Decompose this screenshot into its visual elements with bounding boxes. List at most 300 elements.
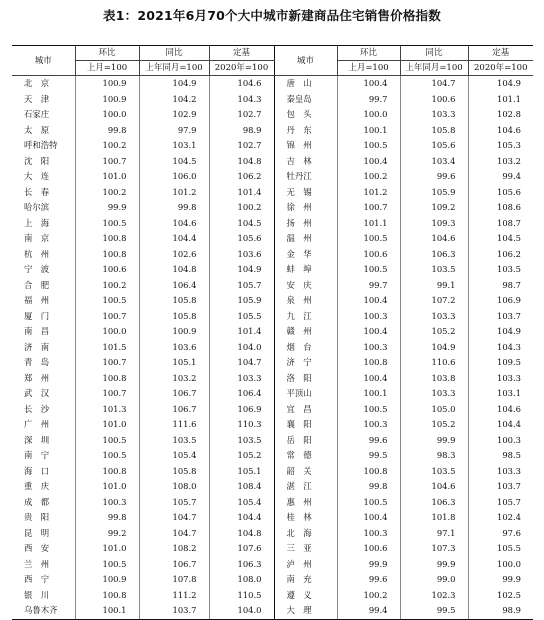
mom-left-cell: 100.9	[75, 76, 139, 92]
yoy-left-cell: 105.8	[139, 464, 209, 480]
yoy-right-cell: 103.8	[400, 371, 468, 387]
city-right-cell: 无 锡	[274, 185, 337, 201]
city-right-cell: 南 充	[274, 572, 337, 588]
mom-left-cell: 100.9	[75, 92, 139, 108]
mom-subheader-right: 上月=100	[337, 61, 400, 76]
base-left-cell: 105.5	[209, 309, 274, 325]
yoy-right-cell: 109.3	[400, 216, 468, 232]
yoy-left-cell: 106.7	[139, 386, 209, 402]
mom-right-cell: 100.2	[337, 588, 400, 604]
base-right-cell: 103.7	[468, 309, 533, 325]
mom-left-cell: 100.5	[75, 557, 139, 573]
city-left-cell: 深 圳	[24, 434, 50, 445]
mom-right-cell: 100.3	[337, 417, 400, 433]
city-left-cell: 成 都	[24, 496, 50, 507]
mom-right-cell: 99.8	[337, 479, 400, 495]
mom-left-cell: 100.5	[75, 216, 139, 232]
yoy-right-cell: 106.3	[400, 247, 468, 263]
city-left-cell: 天 津	[24, 93, 50, 104]
yoy-left-cell: 101.2	[139, 185, 209, 201]
mom-left-cell: 100.0	[75, 107, 139, 123]
mom-left-cell: 100.5	[75, 293, 139, 309]
yoy-right-cell: 99.1	[400, 278, 468, 294]
yoy-right-cell: 99.9	[400, 433, 468, 449]
mom-left-cell: 100.8	[75, 231, 139, 247]
base-left-cell: 104.8	[209, 154, 274, 170]
city-right-cell: 吉 林	[274, 154, 337, 170]
city-right-cell: 湛 江	[274, 479, 337, 495]
city-right-cell: 平顶山	[274, 386, 337, 402]
mom-left-cell: 100.0	[75, 324, 139, 340]
city-left-cell: 青 岛	[24, 357, 50, 367]
base-left-cell: 101.4	[209, 185, 274, 201]
base-left-cell: 103.6	[209, 247, 274, 263]
city-left-cell: 银 川	[24, 589, 50, 600]
yoy-right-cell: 101.8	[400, 510, 468, 526]
city-left-cell: 大 连	[24, 171, 50, 181]
mom-right-cell: 100.0	[337, 107, 400, 123]
city-header-right: 城市	[274, 46, 337, 76]
base-left-cell: 104.7	[209, 355, 274, 371]
mom-left-cell: 100.8	[75, 588, 139, 604]
base-left-cell: 110.3	[209, 417, 274, 433]
city-left-cell: 长 春	[24, 186, 50, 197]
mom-right-cell: 100.8	[337, 355, 400, 371]
city-right-cell: 金 华	[274, 247, 337, 263]
table-row	[12, 262, 533, 278]
yoy-left-cell: 111.6	[139, 417, 209, 433]
city-right-cell: 洛 阳	[274, 371, 337, 387]
yoy-right-cell: 104.6	[400, 479, 468, 495]
city-right-cell: 常 德	[274, 448, 337, 464]
base-right-cell: 100.0	[468, 557, 533, 573]
mom-right-cell: 99.7	[337, 278, 400, 294]
yoy-left-cell: 103.1	[139, 138, 209, 154]
city-left-cell: 济 南	[24, 341, 50, 352]
mom-right-cell: 100.4	[337, 324, 400, 340]
city-left-cell: 厦 门	[24, 310, 50, 321]
base-left-cell: 102.7	[209, 107, 274, 123]
city-left-cell: 哈尔滨	[24, 202, 50, 212]
base-right-cell: 106.2	[468, 247, 533, 263]
table-row	[12, 76, 533, 92]
base-left-cell: 105.7	[209, 278, 274, 294]
yoy-subheader-right: 上年同月=100	[400, 61, 468, 76]
base-left-cell: 104.3	[209, 92, 274, 108]
yoy-left-cell: 104.4	[139, 231, 209, 247]
yoy-left-cell: 104.7	[139, 510, 209, 526]
table-row	[12, 340, 533, 356]
city-right-cell: 岳 阳	[274, 433, 337, 449]
city-left-cell: 海 口	[24, 465, 50, 476]
base-right-cell: 105.3	[468, 138, 533, 154]
base-left-cell: 105.2	[209, 448, 274, 464]
yoy-left-cell: 105.4	[139, 448, 209, 464]
base-left-cell: 105.9	[209, 293, 274, 309]
mom-left-cell: 100.2	[75, 138, 139, 154]
city-left-cell: 西 安	[24, 543, 50, 553]
yoy-right-cell: 99.0	[400, 572, 468, 588]
city-right-cell: 安 庆	[274, 278, 337, 294]
base-right-cell: 104.5	[468, 231, 533, 247]
table-row	[12, 603, 533, 619]
city-right-cell: 蚌 埠	[274, 262, 337, 278]
base-right-cell: 104.9	[468, 324, 533, 340]
city-left-cell: 宁 波	[24, 264, 50, 274]
city-right-cell: 宜 昌	[274, 402, 337, 418]
mom-header-right: 环比	[337, 46, 400, 61]
table-row	[12, 572, 533, 588]
city-right-cell: 锦 州	[274, 138, 337, 154]
mom-left-cell: 100.8	[75, 371, 139, 387]
city-right-cell: 温 州	[274, 231, 337, 247]
table-row	[12, 309, 533, 325]
base-right-cell: 102.4	[468, 510, 533, 526]
city-right-cell: 北 海	[274, 526, 337, 542]
base-header-left: 定基	[209, 46, 274, 61]
table-body	[12, 76, 533, 620]
city-right-cell: 烟 台	[274, 340, 337, 356]
base-right-cell: 99.9	[468, 572, 533, 588]
mom-right-cell: 100.1	[337, 123, 400, 139]
mom-right-cell: 100.4	[337, 510, 400, 526]
mom-right-cell: 100.4	[337, 76, 400, 92]
mom-header-left: 环比	[75, 46, 139, 61]
base-right-cell: 97.6	[468, 526, 533, 542]
mom-right-cell: 100.7	[337, 200, 400, 216]
yoy-left-cell: 97.9	[139, 123, 209, 139]
base-right-cell: 105.7	[468, 495, 533, 511]
yoy-left-cell: 99.8	[139, 200, 209, 216]
table-row	[12, 433, 533, 449]
yoy-right-cell: 103.5	[400, 262, 468, 278]
table-row	[12, 123, 533, 139]
table-row	[12, 278, 533, 294]
table-row	[12, 541, 533, 557]
yoy-right-cell: 103.3	[400, 107, 468, 123]
city-left-cell: 石家庄	[24, 109, 50, 119]
city-left-cell: 福 州	[24, 295, 50, 305]
city-right-cell: 扬 州	[274, 216, 337, 232]
city-left-cell: 兰 州	[24, 558, 50, 569]
base-right-cell: 105.6	[468, 185, 533, 201]
yoy-left-cell: 105.7	[139, 495, 209, 511]
table-row	[12, 355, 533, 371]
mom-left-cell: 100.7	[75, 154, 139, 170]
yoy-left-cell: 106.4	[139, 278, 209, 294]
mom-left-cell: 99.2	[75, 526, 139, 542]
mom-right-cell: 99.4	[337, 603, 400, 619]
yoy-left-cell: 106.7	[139, 557, 209, 573]
city-left-cell: 南 昌	[24, 326, 50, 336]
mom-left-cell: 100.8	[75, 247, 139, 263]
base-right-cell: 102.8	[468, 107, 533, 123]
mom-left-cell: 100.6	[75, 262, 139, 278]
table-row	[12, 371, 533, 387]
price-index-table	[12, 45, 533, 620]
city-left-cell: 昆 明	[24, 527, 50, 538]
yoy-left-cell: 104.9	[139, 76, 209, 92]
mom-left-cell: 100.7	[75, 355, 139, 371]
yoy-left-cell: 107.8	[139, 572, 209, 588]
base-left-cell: 105.1	[209, 464, 274, 480]
mom-right-cell: 100.5	[337, 138, 400, 154]
mom-left-cell: 101.0	[75, 169, 139, 185]
base-left-cell: 104.5	[209, 216, 274, 232]
mom-right-cell: 99.6	[337, 572, 400, 588]
base-subheader-right: 2020年=100	[468, 61, 533, 76]
base-left-cell: 105.6	[209, 231, 274, 247]
table-row	[12, 526, 533, 542]
yoy-left-cell: 104.8	[139, 262, 209, 278]
city-right-cell: 桂 林	[274, 510, 337, 526]
base-left-cell: 104.0	[209, 340, 274, 356]
city-right-cell: 惠 州	[274, 495, 337, 511]
base-left-cell: 106.4	[209, 386, 274, 402]
base-right-cell: 98.9	[468, 603, 533, 619]
mom-left-cell: 100.2	[75, 185, 139, 201]
city-left-cell: 重 庆	[24, 481, 50, 491]
yoy-right-cell: 103.3	[400, 386, 468, 402]
yoy-header-right: 同比	[400, 46, 468, 61]
table-row	[12, 324, 533, 340]
mom-left-cell: 100.5	[75, 433, 139, 449]
yoy-right-cell: 105.6	[400, 138, 468, 154]
base-right-cell: 104.6	[468, 123, 533, 139]
yoy-left-cell: 104.2	[139, 92, 209, 108]
mom-right-cell: 100.4	[337, 293, 400, 309]
mom-left-cell: 99.8	[75, 510, 139, 526]
mom-right-cell: 100.1	[337, 386, 400, 402]
base-right-cell: 104.9	[468, 76, 533, 92]
yoy-left-cell: 108.0	[139, 479, 209, 495]
mom-right-cell: 100.5	[337, 495, 400, 511]
mom-left-cell: 101.5	[75, 340, 139, 356]
city-right-cell: 大 理	[274, 603, 337, 619]
mom-right-cell: 100.5	[337, 262, 400, 278]
base-right-cell: 105.5	[468, 541, 533, 557]
city-right-cell: 三 亚	[274, 541, 337, 557]
mom-left-cell: 100.9	[75, 572, 139, 588]
city-left-cell: 杭 州	[24, 248, 50, 259]
table-row	[12, 247, 533, 263]
base-left-cell: 106.3	[209, 557, 274, 573]
table-row	[12, 510, 533, 526]
mom-right-cell: 100.5	[337, 402, 400, 418]
yoy-right-cell: 104.7	[400, 76, 468, 92]
base-left-cell: 100.2	[209, 200, 274, 216]
city-right-cell: 韶 关	[274, 464, 337, 480]
yoy-right-cell: 110.6	[400, 355, 468, 371]
city-right-cell: 九 江	[274, 309, 337, 325]
yoy-left-cell: 108.2	[139, 541, 209, 557]
table-header	[12, 46, 533, 76]
base-left-cell: 107.6	[209, 541, 274, 557]
yoy-left-cell: 104.6	[139, 216, 209, 232]
city-right-cell: 遵 义	[274, 588, 337, 604]
mom-right-cell: 99.6	[337, 433, 400, 449]
mom-left-cell: 100.3	[75, 495, 139, 511]
yoy-left-cell: 105.8	[139, 293, 209, 309]
city-right-cell: 泸 州	[274, 557, 337, 573]
yoy-left-cell: 105.1	[139, 355, 209, 371]
base-right-cell: 103.7	[468, 479, 533, 495]
yoy-right-cell: 98.3	[400, 448, 468, 464]
mom-left-cell: 100.2	[75, 278, 139, 294]
base-right-cell: 103.1	[468, 386, 533, 402]
base-left-cell: 108.4	[209, 479, 274, 495]
base-right-cell: 108.6	[468, 200, 533, 216]
base-right-cell: 98.7	[468, 278, 533, 294]
yoy-right-cell: 99.5	[400, 603, 468, 619]
table-row	[12, 448, 533, 464]
city-left-cell: 合 肥	[24, 279, 50, 290]
mom-right-cell: 100.4	[337, 154, 400, 170]
mom-left-cell: 100.7	[75, 309, 139, 325]
mom-right-cell: 100.6	[337, 247, 400, 263]
base-left-cell: 104.4	[209, 510, 274, 526]
yoy-right-cell: 107.3	[400, 541, 468, 557]
city-left-cell: 沈 阳	[24, 155, 50, 166]
yoy-left-cell: 102.9	[139, 107, 209, 123]
yoy-right-cell: 105.2	[400, 417, 468, 433]
table-row	[12, 92, 533, 108]
city-left-cell: 南 京	[24, 233, 50, 243]
mom-left-cell: 100.5	[75, 448, 139, 464]
yoy-left-cell: 103.2	[139, 371, 209, 387]
table-row	[12, 557, 533, 573]
mom-left-cell: 101.0	[75, 541, 139, 557]
yoy-left-cell: 111.2	[139, 588, 209, 604]
mom-left-cell: 101.0	[75, 417, 139, 433]
base-left-cell: 110.5	[209, 588, 274, 604]
city-right-cell: 徐 州	[274, 200, 337, 216]
city-right-cell: 赣 州	[274, 324, 337, 340]
yoy-right-cell: 105.2	[400, 324, 468, 340]
city-right-cell: 牡丹江	[274, 169, 337, 185]
city-left-cell: 呼和浩特	[24, 140, 58, 150]
mom-right-cell: 99.9	[337, 557, 400, 573]
yoy-left-cell: 100.9	[139, 324, 209, 340]
table-row	[12, 417, 533, 433]
yoy-right-cell: 103.5	[400, 464, 468, 480]
base-right-cell: 106.9	[468, 293, 533, 309]
yoy-right-cell: 106.3	[400, 495, 468, 511]
city-right-cell: 襄 阳	[274, 417, 337, 433]
city-left-cell: 郑 州	[24, 372, 50, 383]
mom-right-cell: 100.3	[337, 309, 400, 325]
yoy-right-cell: 107.2	[400, 293, 468, 309]
table-row	[12, 464, 533, 480]
table-row	[12, 479, 533, 495]
yoy-header-left: 同比	[139, 46, 209, 61]
yoy-right-cell: 109.2	[400, 200, 468, 216]
city-header-left: 城市	[12, 46, 75, 76]
table-row	[12, 154, 533, 170]
mom-right-cell: 101.2	[337, 185, 400, 201]
yoy-right-cell: 100.6	[400, 92, 468, 108]
base-right-cell: 104.4	[468, 417, 533, 433]
yoy-right-cell: 97.1	[400, 526, 468, 542]
base-left-cell: 103.5	[209, 433, 274, 449]
base-left-cell: 105.4	[209, 495, 274, 511]
yoy-left-cell: 103.7	[139, 603, 209, 619]
city-left-cell: 南 宁	[24, 450, 50, 460]
base-right-cell: 109.5	[468, 355, 533, 371]
city-right-cell: 济 宁	[274, 355, 337, 371]
mom-left-cell: 100.7	[75, 386, 139, 402]
city-right-cell: 丹 东	[274, 123, 337, 139]
city-left-cell: 太 原	[24, 124, 50, 135]
yoy-right-cell: 102.3	[400, 588, 468, 604]
base-right-cell: 108.7	[468, 216, 533, 232]
table-row	[12, 107, 533, 123]
base-header-right: 定基	[468, 46, 533, 61]
yoy-left-cell: 102.6	[139, 247, 209, 263]
table-row	[12, 386, 533, 402]
base-left-cell: 101.4	[209, 324, 274, 340]
base-subheader-left: 2020年=100	[209, 61, 274, 76]
table-row	[12, 588, 533, 604]
table-row	[12, 185, 533, 201]
yoy-left-cell: 104.7	[139, 526, 209, 542]
base-right-cell: 104.3	[468, 340, 533, 356]
mom-subheader-left: 上月=100	[75, 61, 139, 76]
city-right-cell: 唐 山	[274, 76, 337, 92]
mom-left-cell: 99.9	[75, 200, 139, 216]
mom-right-cell: 100.6	[337, 541, 400, 557]
yoy-right-cell: 103.3	[400, 309, 468, 325]
base-right-cell: 103.5	[468, 262, 533, 278]
mom-left-cell: 101.0	[75, 479, 139, 495]
yoy-right-cell: 104.6	[400, 231, 468, 247]
base-right-cell: 103.2	[468, 154, 533, 170]
mom-right-cell: 100.3	[337, 340, 400, 356]
mom-right-cell: 101.1	[337, 216, 400, 232]
yoy-right-cell: 105.8	[400, 123, 468, 139]
yoy-subheader-left: 上年同月=100	[139, 61, 209, 76]
yoy-left-cell: 104.5	[139, 154, 209, 170]
base-left-cell: 104.0	[209, 603, 274, 619]
table-row	[12, 495, 533, 511]
table-title: 表1：2021年6月70个大中城市新建商品住宅销售价格指数	[103, 8, 441, 23]
yoy-right-cell: 105.9	[400, 185, 468, 201]
mom-left-cell: 101.3	[75, 402, 139, 418]
base-left-cell: 102.7	[209, 138, 274, 154]
base-right-cell: 99.4	[468, 169, 533, 185]
mom-right-cell: 100.4	[337, 371, 400, 387]
mom-right-cell: 100.8	[337, 464, 400, 480]
base-left-cell: 98.9	[209, 123, 274, 139]
city-right-cell: 秦皇岛	[274, 92, 337, 108]
base-right-cell: 103.3	[468, 371, 533, 387]
city-left-cell: 贵 阳	[24, 512, 50, 522]
yoy-left-cell: 106.0	[139, 169, 209, 185]
city-left-cell: 北 京	[24, 78, 50, 88]
city-left-cell: 西 宁	[24, 574, 50, 584]
yoy-right-cell: 103.4	[400, 154, 468, 170]
table-row	[12, 293, 533, 309]
table-row	[12, 216, 533, 232]
mom-left-cell: 99.8	[75, 123, 139, 139]
base-right-cell: 101.1	[468, 92, 533, 108]
base-right-cell: 98.5	[468, 448, 533, 464]
yoy-left-cell: 105.8	[139, 309, 209, 325]
table-row	[12, 402, 533, 418]
yoy-left-cell: 103.6	[139, 340, 209, 356]
mom-right-cell: 99.7	[337, 92, 400, 108]
city-left-cell: 上 海	[24, 217, 50, 228]
